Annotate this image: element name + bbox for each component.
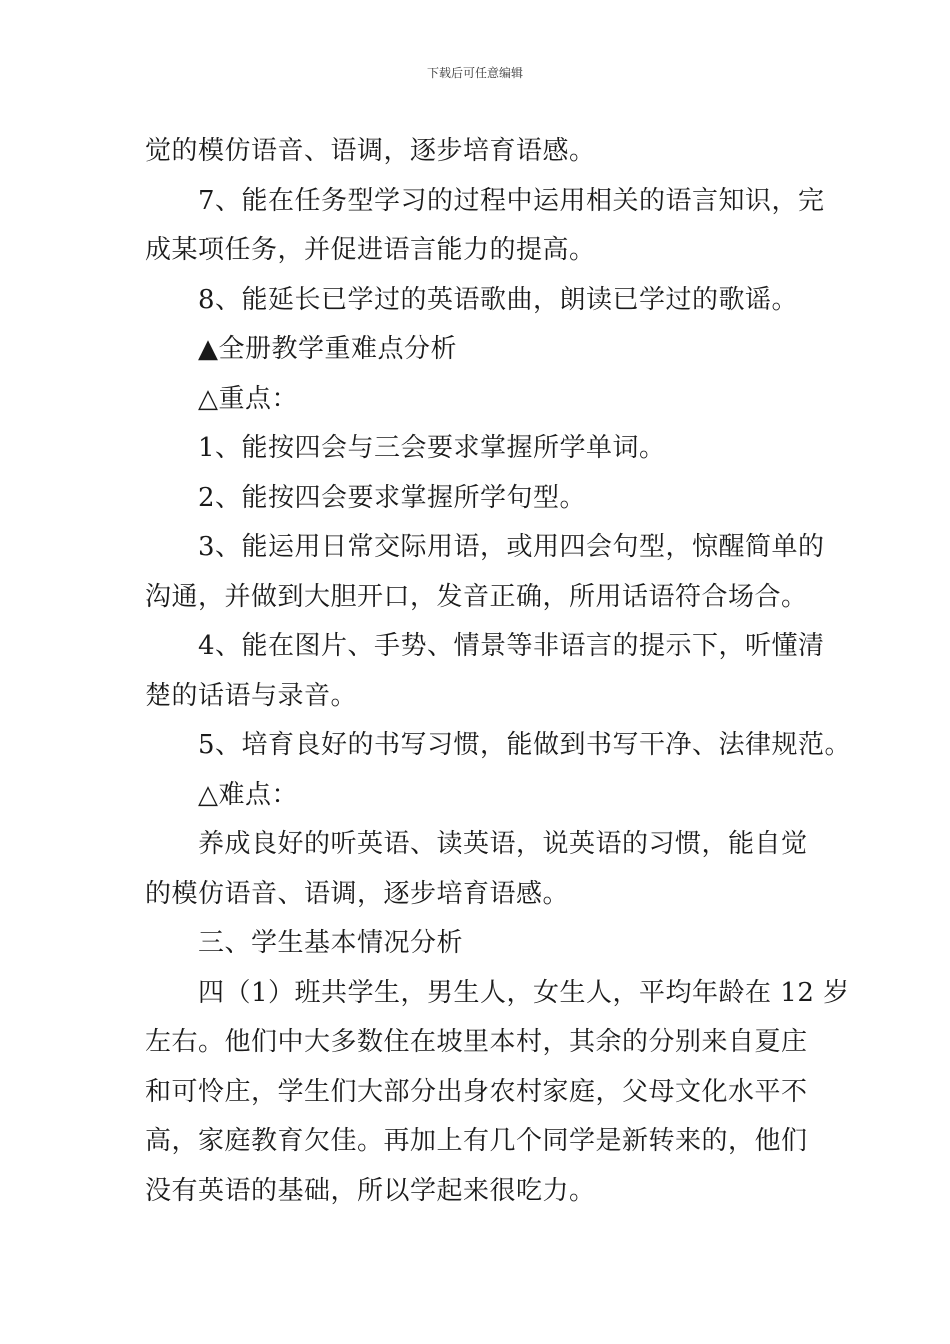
text-line-10: 沟通，并做到大胆开口，发音正确，所用话语符合场合。 bbox=[145, 581, 808, 612]
text-line-2: 7、能在任务型学习的过程中运用相关的语言知识，完 bbox=[198, 185, 825, 216]
text-line-19: 左右。他们中大多数住在坡里本村，其余的分别来自夏庄 bbox=[145, 1027, 808, 1057]
subheading-key-points: △重点： bbox=[198, 383, 298, 414]
document-body bbox=[145, 127, 852, 1216]
text-line-20: 和可怜庄，学生们大部分出身农村家庭，父母文化水平不 bbox=[145, 1076, 808, 1107]
text-line-12: 楚的话语与录音。 bbox=[145, 680, 358, 711]
text-line-4: 8、能延长已学过的英语歌曲，朗读已学过的歌谣。 bbox=[198, 284, 799, 315]
page-header: 下载后可任意编辑 bbox=[426, 66, 523, 80]
text-line-18: 四（1）班共学生，男生人，女生人，平均年龄在 12 岁 bbox=[198, 977, 850, 1008]
text-line-8: 2、能按四会要求掌握所学句型。 bbox=[198, 482, 587, 513]
section-heading-difficulties: ▲全册教学重难点分析 bbox=[198, 334, 457, 364]
text-line-13: 5、培育良好的书写习惯，能做到书写干净、法律规范。 bbox=[198, 730, 852, 760]
text-line-1: 觉的模仿语音、语调，逐步培育语感。 bbox=[145, 136, 596, 166]
text-line-16: 的模仿语音、语调，逐步培育语感。 bbox=[145, 878, 570, 909]
text-line-9: 3、能运用日常交际用语，或用四会句型，惊醒简单的 bbox=[198, 532, 825, 562]
text-line-15: 养成良好的听英语、读英语，说英语的习惯，能自觉 bbox=[198, 829, 808, 859]
subheading-difficulties: △难点： bbox=[198, 779, 298, 810]
text-line-11: 4、能在图片、手势、情景等非语言的提示下，听懂清 bbox=[198, 631, 825, 661]
text-line-21: 高，家庭教育欠佳。再加上有几个同学是新转来的，他们 bbox=[145, 1126, 808, 1156]
section-heading-students: 三、学生基本情况分析 bbox=[198, 928, 464, 958]
text-line-7: 1、能按四会与三会要求掌握所学单词。 bbox=[198, 433, 666, 463]
text-line-22: 没有英语的基础，所以学起来很吃力。 bbox=[145, 1175, 596, 1206]
text-line-3: 成某项任务，并促进语言能力的提高。 bbox=[145, 235, 596, 265]
